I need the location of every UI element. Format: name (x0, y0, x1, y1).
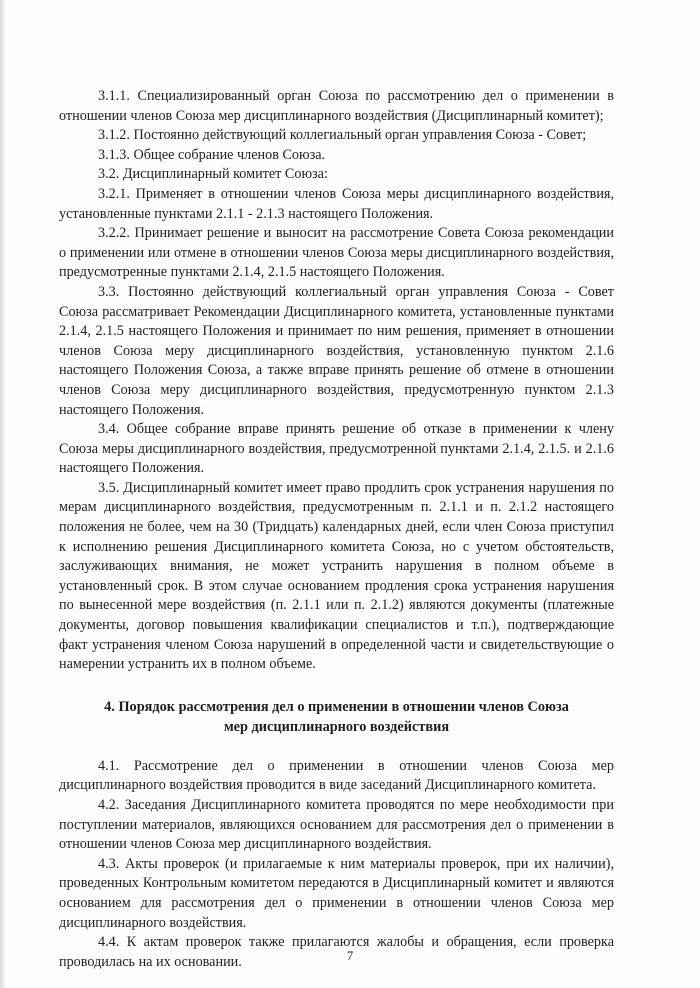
paragraph-3-3: 3.3. Постоянно действующий коллегиальный орган управления Союза - Совет Союза рассматривает Рекомендации Дисциплинарного комитета, установленные пунктами 2.1.4, 2.1.5 настоящего Положения и принимает по ним решения, применяет в отношении членов Союза меру дисциплинарного воздействия, установленную пунктом 2.1.6 настоящего Положения Союза, а также вправе принять решение об отмене в отношении членов Союза меру дисциплинарного воздействия, предусмотренную пунктом 2.1.3 настоящего Положения. (59, 283, 614, 418)
page-number: 7 (346, 948, 354, 963)
paragraph-3-1-2: 3.1.2. Постоянно действующий коллегиальный орган управления Союза - Совет; (98, 127, 587, 144)
scan-edge-shadow (0, 0, 6, 988)
paragraph-4-2: 4.2. Заседания Дисциплинарного комитета проводятся по мере необходимости при поступлении материалов, являющихся основанием для рассмотрения дел о применении в отношении членов Союза мер дисциплинарного воздействия. (59, 797, 614, 853)
paragraph-4-1: 4.1. Рассмотрение дел о применении в отношении членов Союза мер дисциплинарного воздействия проводится в виде заседаний Дисциплинарного комитета. (59, 757, 614, 794)
paragraph-4-3: 4.3. Акты проверок (и прилагаемые к ним материалы проверок, при их наличии), проведенных Контрольным комитетом передаются в Дисциплинарный комитет и являются основанием для рассмотрения дел о применении в отношении членов Союза мер дисциплинарного воздействия. (59, 855, 614, 931)
paragraph-3-2: 3.2. Дисциплинарный комитет Союза: (98, 166, 328, 183)
document-body (59, 87, 614, 972)
paragraph-3-1-1: 3.1.1. Специализированный орган Союза по рассмотрению дел о применении в отношении членов Союза мер дисциплинарного воздействия (Дисциплинарный комитет); (59, 88, 614, 124)
paragraph-3-1-3: 3.1.3. Общее собрание членов Союза. (98, 146, 326, 163)
paragraph-3-4: 3.4. Общее собрание вправе принять решение об отказе в применении к члену Союза меры дисциплинарного воздействия, предусмотренной пунктами 2.1.4, 2.1.5. и 2.1.6 настоящего Положения. (59, 421, 614, 477)
paragraph-3-2-1: 3.2.1. Применяет в отношении членов Союза меры дисциплинарного воздействия, установленные пунктами 2.1.1 - 2.1.3 настоящего Положения. (59, 185, 614, 222)
paragraph-4-4: 4.4. К актам проверок также прилагаются жалобы и обращения, если проверка проводилась на их основании. (59, 934, 614, 970)
paragraph-3-2-2: 3.2.2. Принимает решение и выносит на рассмотрение Совета Союза рекомендации о применении или отмене в отношении членов Союза меры дисциплинарного воздействия, предусмотренные пунктами 2.1.4, 2.1.5 настоящего Положения. (59, 225, 614, 281)
paragraph-3-5: 3.5. Дисциплинарный комитет имеет право продлить срок устранения нарушения по мерам дисциплинарного воздействия, предусмотренным п. 2.1.1 и п. 2.1.2 настоящего положения не более, чем на 30 (Тридцать) календарных дней, если член Союза приступил к исполнению решения Дисциплинарного комитета Союза, но с учетом обстоятельств, заслуживающих внимания, не может устранить нарушения в полном объеме в установленный срок. В этом случае основанием продления срока устранения нарушения по вынесенной мере воздействия (п. 2.1.1 или п. 2.1.2) являются документы (платежные документы, договор повышения квалификации специалистов и т.п.), подтверждающие факт устранения членом Союза нарушений в определенной части и свидетельствующие о намерении устранить их в полном объеме. (59, 479, 614, 673)
section-4-heading-line-1: 4. Порядок рассмотрения дел о применении в отношении членов Союза (104, 698, 569, 715)
section-4-heading-line-2: мер дисциплинарного воздействия (223, 718, 450, 735)
